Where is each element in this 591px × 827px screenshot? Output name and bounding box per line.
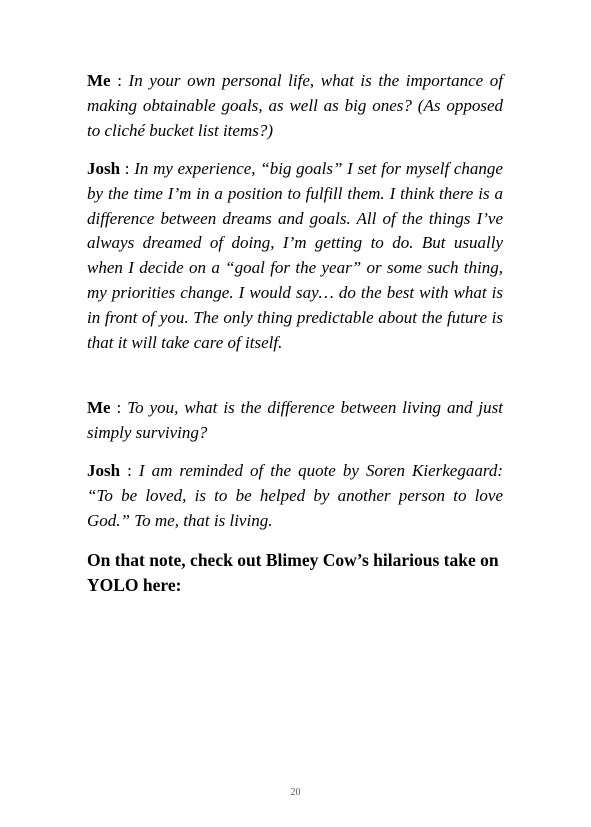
closing-statement: On that note, check out Blimey Cow’s hilarious take on YOLO here: — [87, 550, 499, 595]
interview-paragraph — [87, 69, 503, 143]
interview-paragraph — [87, 157, 503, 355]
speaker-separator: : — [120, 159, 135, 178]
speaker-label: Josh — [87, 159, 121, 178]
speaker-separator: : — [120, 461, 139, 480]
page-number: 20 — [290, 787, 301, 798]
question-text: To you, what is the difference between living and just simply surviving? — [87, 398, 503, 442]
speaker-label: Josh — [87, 461, 121, 480]
speaker-label: Me — [87, 71, 111, 90]
answer-text: In my experience, “big goals” I set for myself change by the time I’m in a position to fulfill them. I think there is a difference between dreams and goals. All of the things I’ve always dreamed of doing, I’m getting to do. But usually when I decide on a “goal for the year” or some such thing, my priorities change. I would say… do the best with what is in front of you. The only thing predictable about the future is that it will take care of itself. — [87, 159, 503, 352]
interview-paragraph — [87, 396, 503, 446]
speaker-separator: : — [110, 398, 128, 417]
interview-paragraph — [87, 459, 503, 533]
question-text: In your own personal life, what is the importance of making obtainable goals, as well as big ones? (As opposed to cliché bucket list items?) — [87, 71, 503, 140]
speaker-label: Me — [87, 398, 111, 417]
speaker-separator: : — [110, 71, 129, 90]
answer-text: I am reminded of the quote by Soren Kierkegaard: “To be loved, is to be helped by another person to love God.” To me, that is living. — [87, 461, 504, 530]
